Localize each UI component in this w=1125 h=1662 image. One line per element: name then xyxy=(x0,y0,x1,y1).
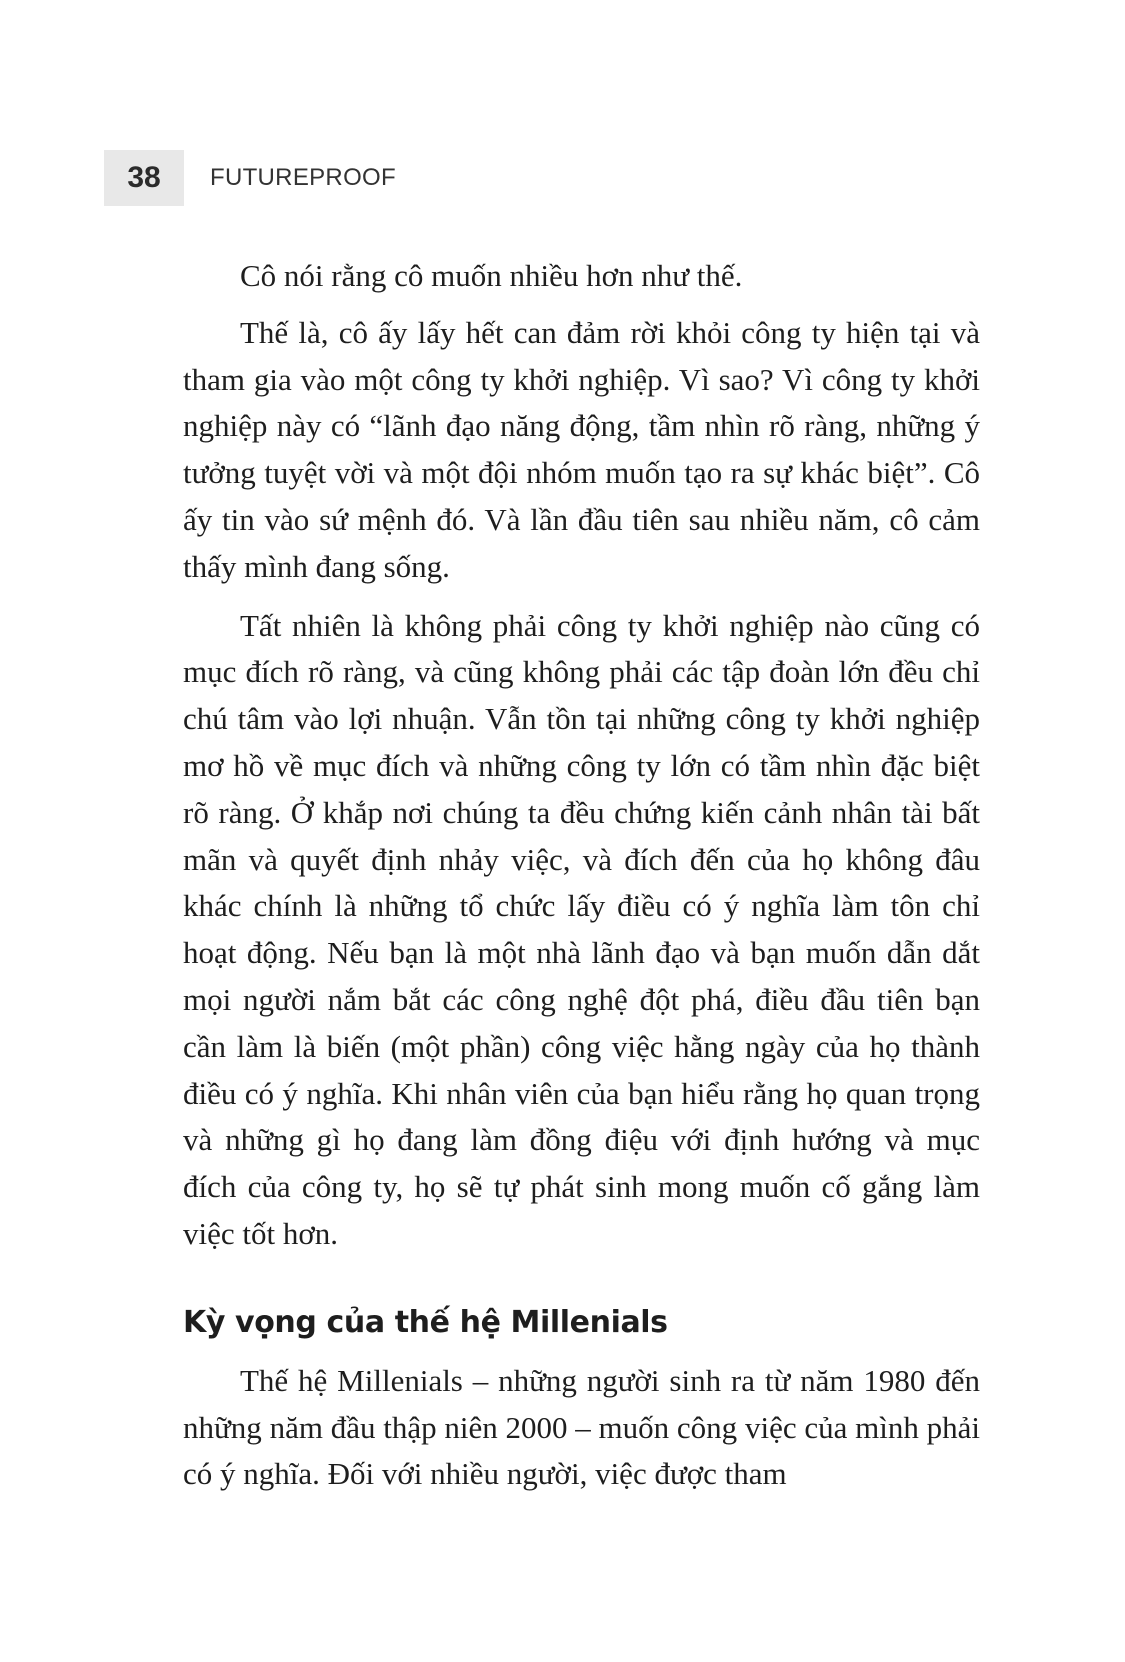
section-paragraph: Thế hệ Millenials – những người sinh ra từ năm 1980 đến những năm đầu thập niên 2000 – muốn công việc của mình phải có ý nghĩa. Đối với nhiều người, việc được tham xyxy=(183,1362,980,1492)
running-header xyxy=(104,150,396,206)
page-number: 38 xyxy=(104,150,184,206)
book-title: FUTUREPROOF xyxy=(210,164,396,191)
paragraph-3: Tất nhiên là không phải công ty khởi nghiệp nào cũng có mục đích rõ ràng, và cũng không phải các tập đoàn lớn đều chỉ chú tâm vào lợi nhuận. Vẫn tồn tại những công ty khởi nghiệp mơ hồ về mục đích và những công ty lớn có tầm nhìn đặc biệt rõ ràng. Ở khắp nơi chúng ta đều chứng kiến cảnh nhân tài bất mãn và quyết định nhảy việc, và đích đến của họ không đâu khác chính là những tổ chức lấy điều có ý nghĩa làm tôn chỉ hoạt động. Nếu bạn là một nhà lãnh đạo và bạn muốn dẫn dắt mọi người nắm bắt các công nghệ đột phá, điều đầu tiên bạn cần làm là biến (một phần) công việc hằng ngày của họ thành điều có ý nghĩa. Khi nhân viên của bạn hiểu rằng họ quan trọng và những gì họ đang làm đồng điệu với định hướng và mục đích của công ty, họ sẽ tự phát sinh mong muốn cố gắng làm việc tốt hơn. xyxy=(183,607,980,1251)
paragraph-2: Thế là, cô ấy lấy hết can đảm rời khỏi công ty hiện tại và tham gia vào một công ty khởi nghiệp. Vì sao? Vì công ty khởi nghiệp này có “lãnh đạo năng động, tầm nhìn rõ ràng, những ý tưởng tuyệt vời và một đội nhóm muốn tạo ra sự khác biệt”. Cô ấy tin vào sứ mệnh đó. Và lần đầu tiên sau nhiều năm, cô cảm thấy mình đang sống. xyxy=(183,314,980,584)
body-text xyxy=(183,253,980,1510)
paragraph-1: Cô nói rằng cô muốn nhiều hơn như thế. xyxy=(240,258,743,293)
section-heading: Kỳ vọng của thế hệ Millenials xyxy=(183,1304,668,1340)
